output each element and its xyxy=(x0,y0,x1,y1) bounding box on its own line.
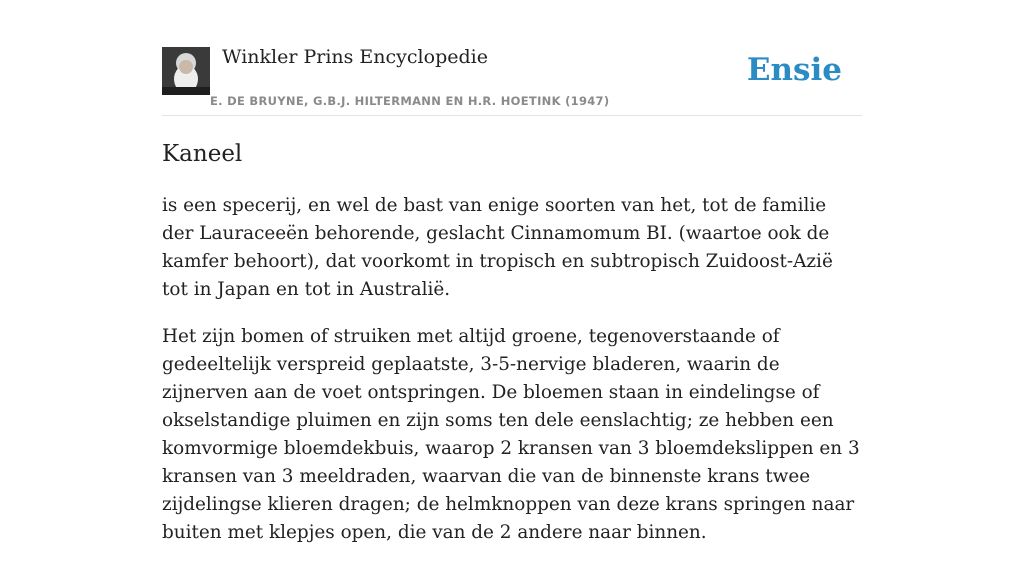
source-title[interactable]: Winkler Prins Encyclopedie xyxy=(222,46,488,68)
ensie-logo[interactable]: Ensie xyxy=(746,52,842,88)
paragraph: Het zijn bomen of struiken met altijd groene, tegenoverstaande of gedeeltelijk verspreid geplaatste, 3-5-nervige bladeren, waarin de zijnerven aan de voet ontspringen. De bloemen staan in eindelingse of okselstandige pluimen en zijn soms ten dele eenslachtig; ze hebben een komvormige bloemdekbuis, waarop 2 kransen van 3 bloemdekslippen en 3 kransen van 3 meeldraden, waarvan die van de binnenste krans twee zijdelingse klieren dragen; de helmknoppen van deze krans springen naar buiten met klepjes open, die van de 2 andere naar binnen. xyxy=(162,326,860,543)
entry-body xyxy=(162,192,862,566)
source-authors: E. DE BRUYNE, G.B.J. HILTERMANN EN H.R. HOETINK (1947) xyxy=(210,94,610,108)
entry-title: Kaneel xyxy=(162,141,243,167)
author-portrait-icon xyxy=(162,47,210,95)
author-avatar[interactable] xyxy=(162,47,210,95)
article-container xyxy=(162,0,862,543)
paragraph: is een specerij, en wel de bast van enige soorten van het, tot de familie der Lauraceeën behorende, geslacht Cinnamomum BI. (waartoe ook de kamfer behoort), dat voorkomt in tropisch en subtropisch Zuidoost-Azië tot in Japan en tot in Australië. xyxy=(162,195,833,300)
source-header xyxy=(162,0,862,116)
